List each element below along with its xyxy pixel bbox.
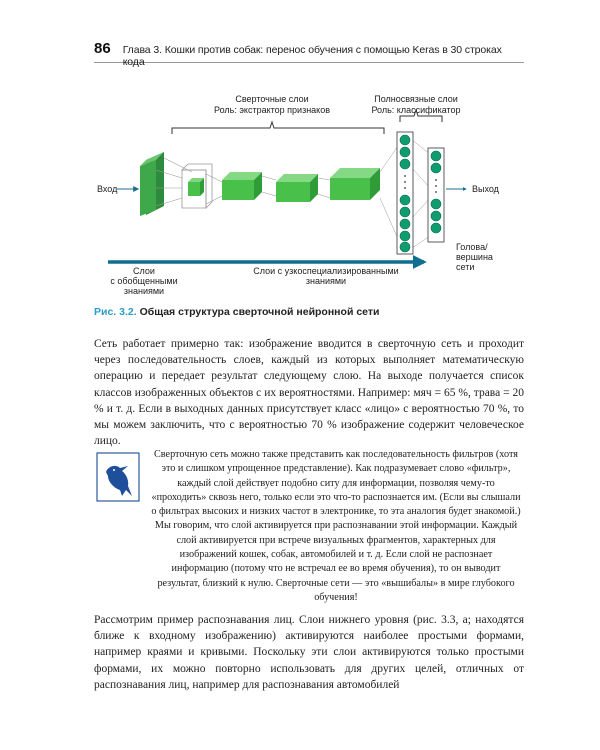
cnn-diagram-svg <box>94 88 524 303</box>
generic-layers-label-line3: знаниями <box>123 286 165 296</box>
figure-caption-label: Рис. 3.2. <box>94 306 137 318</box>
conv-cube-2-face <box>276 182 310 202</box>
connection-lines-3 <box>262 176 276 196</box>
input-feature-map-face <box>140 160 156 216</box>
head-label-line1: Голова/ <box>456 242 488 252</box>
paragraph-1: Сеть работает примерно так: изображение вводится в сверточную сеть и проходит через последовательность слоев, каждый из которых выполняет математическую операцию и передает результат следующему слою. На выходе получается список классов изображенных объектов с их вероятностями. Например: мяч = 65 %, трава = 20 % и т. д. Если в выходных данных присутствует класс «лицо» с вероятностью 70 %, то мы можем заключить, что с вероятностью 70 % изображение содержит человеческое лицо. <box>94 338 524 448</box>
connection-lines-4 <box>318 178 330 198</box>
paragraph-2: Рассмотрим пример распознавания лиц. Слои нижнего уровня (рис. 3.3, а; находятся ближе к входному изображению) активируются наиболее простыми формами, например краями и кривыми. Поскольку эти слои активируются только простыми формами, их можно повторно использовать для других целей, отличных от распознавания лиц, например для распознавания автомобилей <box>94 614 524 691</box>
special-layers-label-line2: знаниями <box>305 276 347 286</box>
output-label: Выход <box>472 184 499 194</box>
note-text: Сверточную сеть можно также представить как последовательность фильтров (хотя это и слишком упрощенное представление). Как подразумевает слово «фильтр», каждый слой действует подобно ситу для информации, позволяя чему-то «проходить» сквозь него, только если это что-то распознается им. (Если вы слышали о фильтрах высоких и низких частот в электронике, то эта аналогия будет знакомой.) Мы говорим, что слой активируется при распознавании этой информации. Каждый слой активируется при встрече визуальных фрагментов, характерных для изображений кошек, собак, автомобилей и т. д. Если слой не распознает информацию (потому что не встречал ее во время обучения), то он выводит результат, близкий к нулю. Сверточные сети — это «вышибалы» в мире глубокого обучения! <box>151 449 521 603</box>
pool-cube-face <box>188 182 200 196</box>
page-header <box>94 40 524 68</box>
generic-layers-label-line2: с обобщенными <box>110 276 178 286</box>
connection-lines-2 <box>206 174 222 204</box>
conv-label-title: Сверточные слои <box>235 94 309 104</box>
page-number: 86 <box>94 40 111 57</box>
cnn-diagram <box>94 88 524 303</box>
conv-label-role: Роль: экстрактор признаков <box>213 105 331 115</box>
raven-note-icon <box>96 452 140 502</box>
generic-layers-label-line1: Слои <box>133 266 155 276</box>
input-label: Вход <box>97 184 118 194</box>
figure-caption <box>94 306 524 318</box>
head-label-line3: сети <box>456 262 475 272</box>
conv-brace <box>172 122 384 134</box>
head-label-line2: вершина <box>456 252 493 262</box>
running-title: Глава 3. Кошки против собак: перенос обучения с помощью Keras в 30 строках кода <box>122 44 502 68</box>
figure-caption-text: Общая структура сверточной нейронной сети <box>139 306 380 318</box>
fc-label-title: Полносвязные слои <box>374 94 458 104</box>
special-layers-label-line1: Слои с узкоспециализированными <box>253 266 399 276</box>
conv-cube-3-face <box>330 178 370 200</box>
conv-cube-1-face <box>222 180 254 200</box>
fc-label-role: Роль: классификатор <box>371 105 461 115</box>
